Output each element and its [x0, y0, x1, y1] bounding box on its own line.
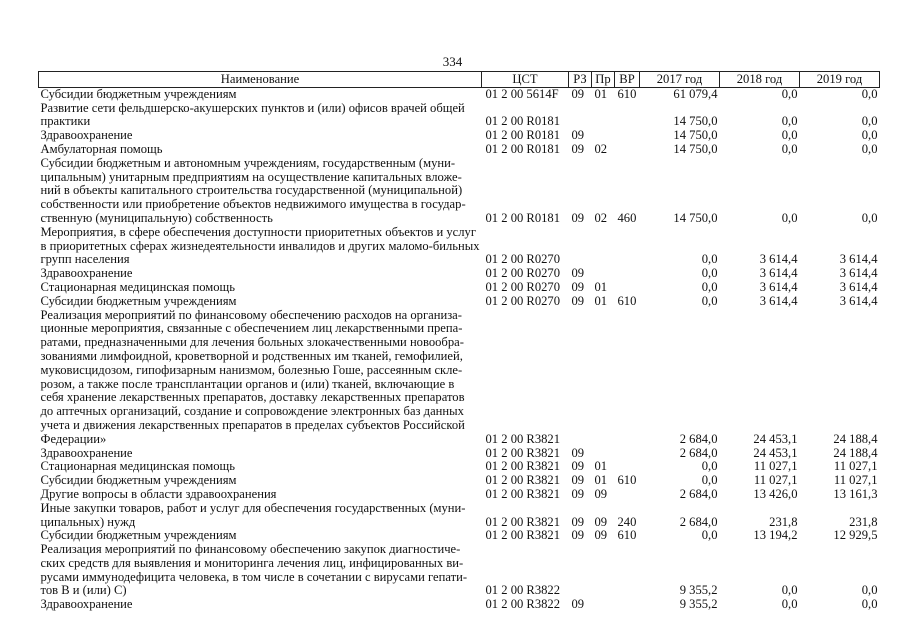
row-rz: 09 — [571, 473, 585, 488]
row-rz: 09 — [571, 141, 585, 156]
row-name: Здравоохранение — [40, 266, 133, 281]
budget-table — [38, 71, 880, 612]
row-rz: 09 — [571, 210, 585, 225]
row-pr — [592, 543, 615, 598]
page-number: 334 — [442, 54, 463, 69]
row-name: Реализация мероприятий по финансовому обеспечению расходов на организа-ционные мероприятия, связанные с обеспечением лиц лекарственными препа-ратами, предназначенными для лечения больных злокачественными новообра-зованиями лимфоидной, кроветворной и родственных им тканей, гемофилией, муковисцидозом, гипофизарным нанизмом, болезнью Гоше, рассеянным скле-розом, а также после трансплантации органов и (или) тканей, включающие в себя хранение лекарственных препаратов, доставку лекарственных препаратов до аптечных организаций, создание и сопровождение электронных баз данных учета и движения лекарственных препаратов в пределах субъектов Российской Федерации» — [40, 307, 465, 446]
table-row — [39, 460, 880, 474]
table-row — [39, 543, 880, 598]
row-2018: 0,0 — [781, 141, 798, 156]
table-row — [39, 129, 880, 143]
table-row — [39, 267, 880, 281]
row-pr — [592, 267, 615, 281]
row-cst: 01 2 00 R0181 — [485, 210, 561, 225]
row-2018: 24 453,1 — [753, 431, 798, 446]
row-2018: 0,0 — [781, 114, 798, 129]
table-row — [39, 529, 880, 543]
row-name: Субсидии бюджетным учреждениям — [40, 293, 237, 308]
row-vr — [615, 488, 640, 502]
row-rz: 09 — [571, 597, 585, 612]
row-2018: 24 453,1 — [753, 445, 798, 460]
row-2019: 3 614,4 — [839, 279, 878, 294]
row-vr — [615, 267, 640, 281]
row-2018: 0,0 — [781, 210, 798, 225]
row-rz: 09 — [571, 266, 585, 281]
row-2018: 3 614,4 — [759, 279, 798, 294]
row-vr: 610 — [617, 528, 637, 543]
row-2018: 0,0 — [781, 583, 798, 598]
row-pr: 01 — [594, 86, 608, 101]
row-vr: 610 — [617, 86, 637, 101]
header-cst: ЦСТ — [482, 72, 569, 88]
row-rz — [569, 226, 592, 267]
row-name: Иные закупки товаров, работ и услуг для обеспечения государственных (муни-ципальных) нужд — [40, 500, 466, 529]
row-2019: 3 614,4 — [839, 266, 878, 281]
row-2019: 0,0 — [861, 114, 878, 129]
row-vr — [615, 598, 640, 612]
row-pr: 02 — [594, 210, 608, 225]
row-name: Мероприятия, в сфере обеспечения доступности приоритетных объектов и услуг в приоритетных сферах жизнедеятельности инвалидов и других маломо-бильных групп населения — [40, 224, 480, 267]
row-2019: 0,0 — [861, 597, 878, 612]
table-row — [39, 502, 880, 530]
row-name: Здравоохранение — [40, 445, 133, 460]
row-vr — [615, 447, 640, 461]
row-name: Субсидии бюджетным учреждениям — [40, 528, 237, 543]
row-vr: 610 — [617, 293, 637, 308]
row-rz: 09 — [571, 528, 585, 543]
row-2019: 13 161,3 — [833, 486, 878, 501]
row-rz — [569, 543, 592, 598]
row-pr — [592, 226, 615, 267]
header-2019: 2019 год — [800, 72, 880, 88]
row-cst: 01 2 00 R3821 — [485, 431, 561, 446]
header-name: Наименование — [39, 72, 482, 88]
row-rz: 09 — [571, 293, 585, 308]
row-pr — [592, 102, 615, 130]
header-vr: ВР — [615, 72, 640, 88]
row-name: Амбулаторная помощь — [40, 141, 163, 156]
row-cst: 01 2 00 R3821 — [485, 514, 561, 529]
row-2017: 2 684,0 — [679, 445, 718, 460]
row-vr: 240 — [617, 514, 637, 529]
row-2018: 13 194,2 — [753, 528, 798, 543]
header-rz: РЗ — [569, 72, 592, 88]
row-vr — [615, 143, 640, 157]
row-pr: 09 — [594, 514, 608, 529]
table-row — [39, 87, 880, 101]
row-2017: 0,0 — [701, 293, 718, 308]
row-pr: 02 — [594, 141, 608, 156]
row-2018: 231,8 — [769, 514, 798, 529]
table-row — [39, 226, 880, 267]
row-2019: 0,0 — [861, 210, 878, 225]
row-rz — [569, 309, 592, 447]
row-cst: 01 2 00 R0181 — [485, 114, 561, 129]
row-vr — [615, 543, 640, 598]
row-pr — [592, 447, 615, 461]
row-name: Стационарная медицинская помощь — [40, 279, 235, 294]
row-2017: 61 079,4 — [673, 86, 718, 101]
row-2017: 9 355,2 — [679, 597, 718, 612]
table-body — [39, 87, 880, 612]
row-2019: 24 188,4 — [833, 445, 878, 460]
row-2019: 11 027,1 — [833, 459, 878, 474]
row-2018: 11 027,1 — [753, 473, 798, 488]
table-row — [39, 157, 880, 226]
row-2017: 14 750,0 — [673, 114, 718, 129]
row-name: Субсидии бюджетным и автономным учреждениям, государственным (муни-ципальным) унитарным предприятиям на осуществление капитальных вложе-ний в объекты капитального строительства государственной (муниципальной) собственности или приобретение объектов недвижимого имущества в государ-ственную (муниципальную) собственность — [40, 155, 466, 225]
row-vr — [615, 129, 640, 143]
row-2019: 3 614,4 — [839, 252, 878, 267]
row-2019: 3 614,4 — [839, 293, 878, 308]
row-2018: 3 614,4 — [759, 252, 798, 267]
row-2018: 0,0 — [781, 597, 798, 612]
row-vr — [615, 102, 640, 130]
row-2019: 0,0 — [861, 128, 878, 143]
row-rz: 09 — [571, 279, 585, 294]
row-vr — [615, 309, 640, 447]
row-name: Стационарная медицинская помощь — [40, 459, 235, 474]
row-cst: 01 2 00 R0181 — [485, 128, 561, 143]
row-pr: 09 — [594, 528, 608, 543]
table-row — [39, 309, 880, 447]
row-2017: 0,0 — [701, 252, 718, 267]
row-2017: 14 750,0 — [673, 128, 718, 143]
row-cst: 01 2 00 R3821 — [485, 486, 561, 501]
row-cst: 01 2 00 R3822 — [485, 597, 561, 612]
row-vr — [615, 226, 640, 267]
row-rz: 09 — [571, 445, 585, 460]
row-cst: 01 2 00 R0270 — [485, 293, 561, 308]
row-2017: 0,0 — [701, 279, 718, 294]
row-2017: 0,0 — [701, 266, 718, 281]
row-cst: 01 2 00 R0270 — [485, 279, 561, 294]
row-2018: 13 426,0 — [753, 486, 798, 501]
row-pr: 01 — [594, 473, 608, 488]
row-2019: 0,0 — [861, 86, 878, 101]
row-vr: 460 — [617, 210, 637, 225]
row-2019: 0,0 — [861, 141, 878, 156]
table-row — [39, 102, 880, 130]
row-2017: 0,0 — [701, 528, 718, 543]
table-row — [39, 474, 880, 488]
row-cst: 01 2 00 R3821 — [485, 528, 561, 543]
row-cst: 01 2 00 R3822 — [485, 583, 561, 598]
row-cst: 01 2 00 R3821 — [485, 445, 561, 460]
row-rz: 09 — [571, 86, 585, 101]
row-vr — [615, 460, 640, 474]
row-2017: 14 750,0 — [673, 210, 718, 225]
row-name: Реализация мероприятий по финансовому обеспечению закупок диагностиче-ских средств для выявления и мониторинга лечения лиц, инфицированных ви-русами иммунодефицита человека, в том числе в сочетании с вирусами гепати-тов В и (или) С) — [40, 542, 468, 598]
row-rz: 09 — [571, 128, 585, 143]
row-rz: 09 — [571, 486, 585, 501]
table-header-row — [39, 72, 880, 88]
row-2018: 0,0 — [781, 128, 798, 143]
row-2017: 0,0 — [701, 459, 718, 474]
row-2019: 0,0 — [861, 583, 878, 598]
row-2019: 12 929,5 — [833, 528, 878, 543]
table-row — [39, 295, 880, 309]
row-vr — [615, 281, 640, 295]
row-2018: 11 027,1 — [753, 459, 798, 474]
header-pr: Пр — [592, 72, 615, 88]
row-2017: 2 684,0 — [679, 486, 718, 501]
row-cst: 01 2 00 R0181 — [485, 141, 561, 156]
row-cst: 01 2 00 R3821 — [485, 459, 561, 474]
row-2019: 231,8 — [849, 514, 878, 529]
header-2017: 2017 год — [640, 72, 720, 88]
table-row — [39, 143, 880, 157]
row-pr — [592, 598, 615, 612]
row-cst: 01 2 00 R0270 — [485, 252, 561, 267]
row-2018: 3 614,4 — [759, 293, 798, 308]
row-name: Развитие сети фельдшерско-акушерских пунктов и (или) офисов врачей общей практики — [40, 100, 465, 129]
row-2017: 2 684,0 — [679, 431, 718, 446]
row-rz: 09 — [571, 459, 585, 474]
row-name: Другие вопросы в области здравоохранения — [40, 486, 277, 501]
row-name: Субсидии бюджетным учреждениям — [40, 473, 237, 488]
table-row — [39, 281, 880, 295]
row-pr — [592, 129, 615, 143]
row-name: Субсидии бюджетным учреждениям — [40, 86, 237, 101]
row-pr: 01 — [594, 293, 608, 308]
table-row — [39, 488, 880, 502]
header-2018: 2018 год — [720, 72, 800, 88]
row-cst: 01 2 00 5614F — [485, 86, 559, 101]
row-pr — [592, 309, 615, 447]
row-2017: 14 750,0 — [673, 141, 718, 156]
row-name: Здравоохранение — [40, 128, 133, 143]
row-2017: 9 355,2 — [679, 583, 718, 598]
row-rz: 09 — [571, 514, 585, 529]
row-2019: 24 188,4 — [833, 431, 878, 446]
row-2017: 2 684,0 — [679, 514, 718, 529]
table-row — [39, 598, 880, 612]
row-pr: 01 — [594, 279, 608, 294]
row-2018: 3 614,4 — [759, 266, 798, 281]
row-2019: 11 027,1 — [833, 473, 878, 488]
table-row — [39, 447, 880, 461]
row-cst: 01 2 00 R0270 — [485, 266, 561, 281]
row-2018: 0,0 — [781, 86, 798, 101]
row-rz — [569, 102, 592, 130]
row-pr: 01 — [594, 459, 608, 474]
row-name: Здравоохранение — [40, 597, 133, 612]
row-2017: 0,0 — [701, 473, 718, 488]
row-vr: 610 — [617, 473, 637, 488]
row-pr: 09 — [594, 486, 608, 501]
row-cst: 01 2 00 R3821 — [485, 473, 561, 488]
